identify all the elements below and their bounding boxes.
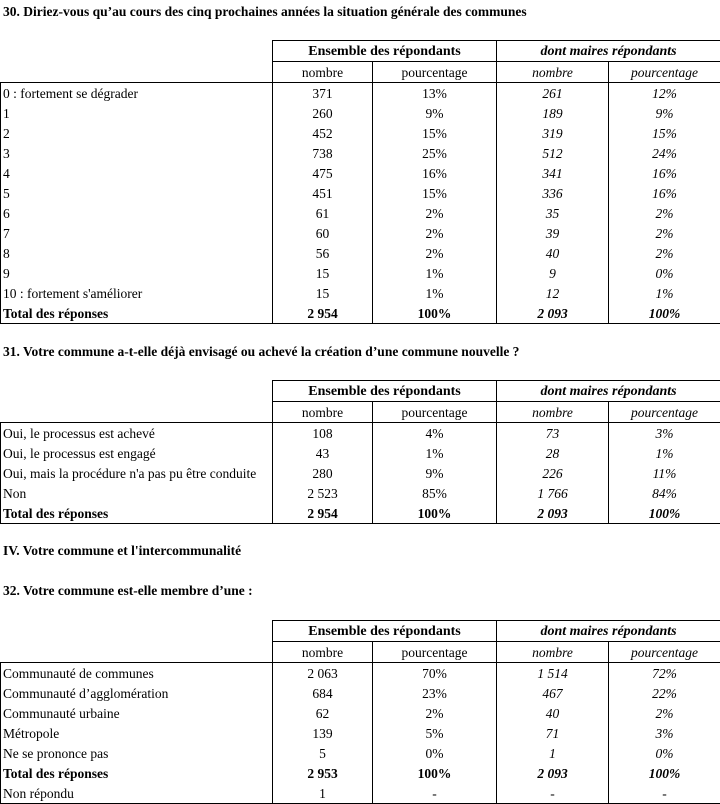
- value-nombre: 62: [273, 703, 373, 723]
- value-nombre: 61: [273, 203, 373, 223]
- value-pourcentage: 70%: [373, 663, 497, 684]
- subheader-row: [1, 642, 720, 663]
- value-pourcentage-maires: -: [609, 783, 720, 804]
- value-pourcentage-maires: 3%: [609, 423, 720, 444]
- row-label: 0 : fortement se dégrader: [1, 83, 273, 104]
- value-pourcentage-maires: 2%: [609, 203, 720, 223]
- table-row: [1, 243, 720, 263]
- value-nombre: 371: [273, 83, 373, 104]
- value-nombre: 475: [273, 163, 373, 183]
- value-pourcentage: 25%: [373, 143, 497, 163]
- value-nombre-maires: 2 093: [497, 303, 609, 324]
- value-pourcentage: 2%: [373, 203, 497, 223]
- question-30-table: [0, 40, 720, 324]
- col-pourcentage: pourcentage: [373, 642, 497, 663]
- section-title: IV. Votre commune et l'intercommunalité: [3, 543, 241, 559]
- value-pourcentage-maires: 0%: [609, 263, 720, 283]
- value-nombre: 43: [273, 443, 373, 463]
- table-row: [1, 483, 720, 503]
- row-label: 5: [1, 183, 273, 203]
- value-nombre: 2 954: [273, 303, 373, 324]
- value-nombre: 1: [273, 783, 373, 804]
- value-pourcentage-maires: 15%: [609, 123, 720, 143]
- value-pourcentage: 2%: [373, 703, 497, 723]
- row-label: Ne se prononce pas: [1, 743, 273, 763]
- value-pourcentage: 15%: [373, 183, 497, 203]
- value-pourcentage-maires: 72%: [609, 663, 720, 684]
- empty-header: [1, 62, 273, 83]
- col-pourcentage-maires: pourcentage: [609, 402, 720, 423]
- total-row: [1, 763, 720, 783]
- value-nombre: 684: [273, 683, 373, 703]
- value-pourcentage-maires: 2%: [609, 223, 720, 243]
- value-pourcentage: 85%: [373, 483, 497, 503]
- col-pourcentage-maires: pourcentage: [609, 62, 720, 83]
- value-pourcentage-maires: 84%: [609, 483, 720, 503]
- row-label: 9: [1, 263, 273, 283]
- value-pourcentage: 9%: [373, 103, 497, 123]
- value-nombre: 2 523: [273, 483, 373, 503]
- col-nombre: nombre: [273, 402, 373, 423]
- value-pourcentage: 0%: [373, 743, 497, 763]
- value-pourcentage-maires: 100%: [609, 763, 720, 783]
- value-pourcentage: 15%: [373, 123, 497, 143]
- row-label: Oui, le processus est engagé: [1, 443, 273, 463]
- value-pourcentage: 2%: [373, 243, 497, 263]
- row-label: 4: [1, 163, 273, 183]
- table-row: [1, 423, 720, 444]
- table-row: [1, 663, 720, 684]
- value-nombre-maires: 1 766: [497, 483, 609, 503]
- group-header-mayors: dont maires répondants: [497, 621, 720, 642]
- row-label: Total des réponses: [1, 503, 273, 524]
- value-nombre-maires: 12: [497, 283, 609, 303]
- value-nombre: 738: [273, 143, 373, 163]
- empty-header: [1, 642, 273, 663]
- value-pourcentage-maires: 100%: [609, 303, 720, 324]
- value-pourcentage: 2%: [373, 223, 497, 243]
- col-pourcentage: pourcentage: [373, 62, 497, 83]
- table-row: [1, 723, 720, 743]
- value-nombre-maires: 40: [497, 703, 609, 723]
- table-row: [1, 263, 720, 283]
- table-row: [1, 103, 720, 123]
- subheader-row: [1, 62, 720, 83]
- row-label: Total des réponses: [1, 763, 273, 783]
- value-nombre-maires: 73: [497, 423, 609, 444]
- empty-header: [1, 402, 273, 423]
- empty-header: [1, 621, 273, 642]
- value-nombre: 260: [273, 103, 373, 123]
- empty-header: [1, 381, 273, 402]
- value-nombre-maires: 467: [497, 683, 609, 703]
- total-row: [1, 303, 720, 324]
- group-header-all: Ensemble des répondants: [273, 381, 497, 402]
- row-label: Communauté de communes: [1, 663, 273, 684]
- question-32-table: [0, 620, 720, 804]
- value-nombre: 56: [273, 243, 373, 263]
- value-nombre: 5: [273, 743, 373, 763]
- value-nombre-maires: 1: [497, 743, 609, 763]
- value-pourcentage-maires: 100%: [609, 503, 720, 524]
- value-nombre-maires: 336: [497, 183, 609, 203]
- value-pourcentage-maires: 2%: [609, 243, 720, 263]
- row-label: Métropole: [1, 723, 273, 743]
- value-nombre-maires: 341: [497, 163, 609, 183]
- value-nombre-maires: 9: [497, 263, 609, 283]
- table-row: [1, 283, 720, 303]
- col-pourcentage: pourcentage: [373, 402, 497, 423]
- value-pourcentage: 13%: [373, 83, 497, 104]
- value-nombre: 15: [273, 263, 373, 283]
- value-pourcentage-maires: 24%: [609, 143, 720, 163]
- col-nombre-maires: nombre: [497, 402, 609, 423]
- question-30-title: 30. Diriez-vous qu’au cours des cinq prochaines années la situation générale des communes: [3, 4, 527, 20]
- value-pourcentage: 100%: [373, 303, 497, 324]
- value-nombre-maires: 71: [497, 723, 609, 743]
- value-nombre-maires: -: [497, 783, 609, 804]
- value-pourcentage: 9%: [373, 463, 497, 483]
- table-row: [1, 83, 720, 104]
- group-header-mayors: dont maires répondants: [497, 41, 720, 62]
- table-row: [1, 783, 720, 804]
- value-pourcentage: 5%: [373, 723, 497, 743]
- header-row: [1, 621, 720, 642]
- table-row: [1, 703, 720, 723]
- value-pourcentage-maires: 0%: [609, 743, 720, 763]
- table-row: [1, 223, 720, 243]
- value-nombre-maires: 35: [497, 203, 609, 223]
- col-nombre-maires: nombre: [497, 62, 609, 83]
- row-label: 8: [1, 243, 273, 263]
- value-pourcentage-maires: 3%: [609, 723, 720, 743]
- value-pourcentage: 1%: [373, 263, 497, 283]
- value-pourcentage-maires: 2%: [609, 703, 720, 723]
- value-pourcentage-maires: 16%: [609, 183, 720, 203]
- value-pourcentage-maires: 1%: [609, 443, 720, 463]
- row-label: Non: [1, 483, 273, 503]
- row-label: Oui, le processus est achevé: [1, 423, 273, 444]
- table-row: [1, 683, 720, 703]
- value-nombre: 15: [273, 283, 373, 303]
- value-nombre: 452: [273, 123, 373, 143]
- header-row: [1, 41, 720, 62]
- table-row: [1, 123, 720, 143]
- value-nombre: 108: [273, 423, 373, 444]
- row-label: Communauté d’agglomération: [1, 683, 273, 703]
- total-row: [1, 503, 720, 524]
- value-nombre: 139: [273, 723, 373, 743]
- row-label: Communauté urbaine: [1, 703, 273, 723]
- table-row: [1, 183, 720, 203]
- group-header-mayors: dont maires répondants: [497, 381, 720, 402]
- value-pourcentage-maires: 12%: [609, 83, 720, 104]
- value-nombre: 2 953: [273, 763, 373, 783]
- value-nombre-maires: 261: [497, 83, 609, 104]
- row-label: Oui, mais la procédure n'a pas pu être conduite: [1, 463, 273, 483]
- value-pourcentage: 23%: [373, 683, 497, 703]
- row-label: Total des réponses: [1, 303, 273, 324]
- value-nombre-maires: 28: [497, 443, 609, 463]
- subheader-row: [1, 402, 720, 423]
- empty-header: [1, 41, 273, 62]
- table-row: [1, 203, 720, 223]
- header-row: [1, 381, 720, 402]
- table-row: [1, 143, 720, 163]
- row-label: 2: [1, 123, 273, 143]
- table-row: [1, 443, 720, 463]
- row-label: 1: [1, 103, 273, 123]
- row-label: 6: [1, 203, 273, 223]
- value-nombre: 451: [273, 183, 373, 203]
- value-nombre-maires: 512: [497, 143, 609, 163]
- question-31-title: 31. Votre commune a-t-elle déjà envisagé ou achevé la création d’une commune nouvelle ?: [3, 344, 519, 360]
- value-pourcentage: -: [373, 783, 497, 804]
- row-label: 10 : fortement s'améliorer: [1, 283, 273, 303]
- row-label: 3: [1, 143, 273, 163]
- value-pourcentage: 16%: [373, 163, 497, 183]
- value-nombre-maires: 40: [497, 243, 609, 263]
- group-header-all: Ensemble des répondants: [273, 41, 497, 62]
- question-31-table: [0, 380, 720, 524]
- col-nombre: nombre: [273, 642, 373, 663]
- value-nombre: 60: [273, 223, 373, 243]
- value-nombre: 280: [273, 463, 373, 483]
- table-row: [1, 463, 720, 483]
- value-nombre-maires: 226: [497, 463, 609, 483]
- value-pourcentage: 100%: [373, 763, 497, 783]
- col-nombre: nombre: [273, 62, 373, 83]
- col-pourcentage-maires: pourcentage: [609, 642, 720, 663]
- row-label: 7: [1, 223, 273, 243]
- value-nombre-maires: 1 514: [497, 663, 609, 684]
- value-pourcentage-maires: 9%: [609, 103, 720, 123]
- table-row: [1, 163, 720, 183]
- value-nombre-maires: 39: [497, 223, 609, 243]
- value-nombre-maires: 189: [497, 103, 609, 123]
- value-pourcentage: 4%: [373, 423, 497, 444]
- question-32-title: 32. Votre commune est-elle membre d’une :: [3, 583, 253, 599]
- value-nombre-maires: 319: [497, 123, 609, 143]
- value-pourcentage: 1%: [373, 283, 497, 303]
- value-nombre: 2 063: [273, 663, 373, 684]
- table-row: [1, 743, 720, 763]
- value-nombre-maires: 2 093: [497, 763, 609, 783]
- value-pourcentage: 100%: [373, 503, 497, 524]
- group-header-all: Ensemble des répondants: [273, 621, 497, 642]
- value-nombre-maires: 2 093: [497, 503, 609, 524]
- col-nombre-maires: nombre: [497, 642, 609, 663]
- value-pourcentage-maires: 1%: [609, 283, 720, 303]
- row-label: Non répondu: [1, 783, 273, 804]
- value-pourcentage-maires: 11%: [609, 463, 720, 483]
- value-pourcentage-maires: 16%: [609, 163, 720, 183]
- value-nombre: 2 954: [273, 503, 373, 524]
- value-pourcentage: 1%: [373, 443, 497, 463]
- value-pourcentage-maires: 22%: [609, 683, 720, 703]
